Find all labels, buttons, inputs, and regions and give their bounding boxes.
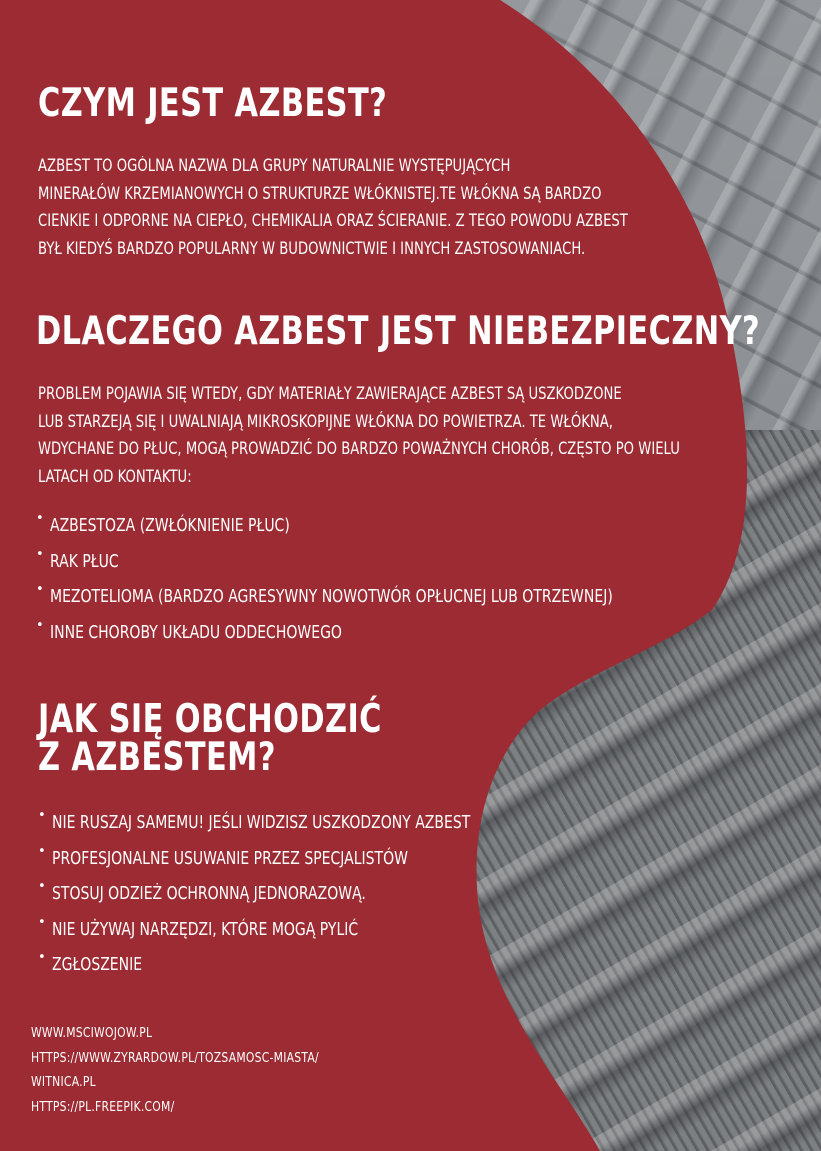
sources-list	[31, 1023, 391, 1121]
bullet-icon: •	[38, 843, 46, 859]
heading-line: JAK SIĘ OBCHODZIĆ	[38, 697, 382, 742]
heading-how-to-handle	[38, 697, 382, 780]
text-line: CIENKIE I ODPORNE NA CIEPŁO, CHEMIKALIA ORAZ ŚCIERANIE. Z TEGO POWODU AZBEST	[38, 211, 628, 230]
list-item-text: ZGŁOSZENIE	[52, 955, 143, 975]
source-link[interactable]: HTTPS://WWW.ZYRARDOW.PL/TOZSAMOSC-MIASTA/	[31, 1049, 319, 1066]
bullet-icon: •	[36, 546, 44, 562]
list-item-text: NIE RUSZAJ SAMEMU! JEŚLI WIDZISZ USZKODZONY AZBEST	[52, 813, 471, 833]
bullet-icon: •	[36, 617, 44, 633]
text-line: AZBEST TO OGÓLNA NAZWA DLA GRUPY NATURALNIE WYSTĘPUJĄCYCH	[38, 156, 511, 175]
source-link[interactable]: WWW.MSCIWOJOW.PL	[31, 1025, 153, 1041]
list-item-text: MEZOTELIOMA (BARDZO AGRESYWNY NOWOTWÓR OPŁUCNEJ LUB OTRZEWNEJ)	[50, 587, 613, 607]
list-item-text: PROFESJONALNE USUWANIE PRZEZ SPECJALISTÓW	[52, 848, 408, 869]
text-line: LUB STARZEJĄ SIĘ I UWALNIAJĄ MIKROSKOPIJNE WŁÓKNA DO POWIETRZA. TE WŁÓKNA,	[38, 411, 613, 431]
text-line: MINERAŁÓW KRZEMIANOWYCH O STRUKTURZE WŁÓKNISTEJ.TE WŁÓKNA SĄ BARDZO	[38, 183, 602, 203]
bullet-icon: •	[36, 582, 44, 597]
text-line: WDYCHANE DO PŁUC, MOGĄ PROWADZIĆ DO BARDZO POWAŻNYCH CHORÓB, CZĘSTO PO WIELU	[38, 439, 680, 458]
bullet-icon: •	[38, 950, 46, 965]
bullet-icon: •	[38, 808, 46, 823]
bullet-icon: •	[38, 879, 46, 894]
paragraph-what-is-asbestos	[38, 152, 628, 262]
list-item-text: STOSUJ ODZIEŻ OCHRONNĄ JEDNORAZOWĄ.	[52, 884, 366, 904]
list-item-text: INNE CHOROBY UKŁADU ODDECHOWEGO	[50, 622, 342, 643]
text-line: PROBLEM POJAWIA SIĘ WTEDY, GDY MATERIAŁY ZAWIERAJĄCE AZBEST SĄ USZKODZONE	[38, 384, 622, 403]
paragraph-why-dangerous	[38, 380, 680, 490]
heading-line: Z AZBESTEM?	[38, 735, 276, 780]
heading-what-is-asbestos: CZYM JEST AZBEST?	[38, 81, 388, 126]
source-link[interactable]: WITNICA.PL	[31, 1074, 96, 1090]
text-line: LATACH OD KONTAKTU:	[38, 466, 192, 486]
bullet-icon: •	[36, 511, 44, 526]
list-item-text: NIE UŻYWAJ NARZĘDZI, KTÓRE MOGĄ PYLIĆ	[52, 919, 359, 940]
source-link[interactable]: HTTPS://PL.FREEPIK.COM/	[31, 1098, 175, 1115]
bullet-icon: •	[38, 914, 46, 930]
heading-why-dangerous: DLACZEGO AZBEST JEST NIEBEZPIECZNY?	[36, 309, 761, 354]
list-item-text: AZBESTOZA (ZWŁÓKNIENIE PŁUC)	[50, 516, 290, 536]
list-item-text: RAK PŁUC	[50, 551, 119, 572]
text-line: BYŁ KIEDYŚ BARDZO POPULARNY W BUDOWNICTWIE I INNYCH ZASTOSOWANIACH.	[38, 238, 586, 258]
